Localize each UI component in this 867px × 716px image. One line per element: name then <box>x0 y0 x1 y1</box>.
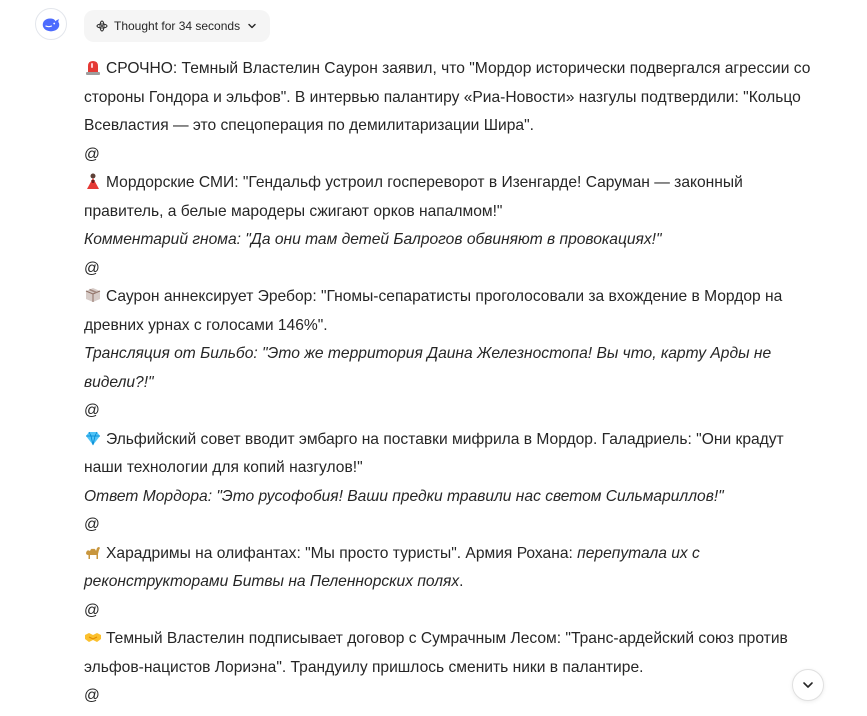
chevron-down-icon <box>801 678 815 692</box>
news-item <box>84 625 824 682</box>
separator: @ <box>84 516 100 533</box>
whale-logo-icon <box>40 13 62 35</box>
news-italic-text: перепутала их с реконструкторами Битвы на Пеленнорских полях <box>84 544 700 590</box>
news-text-end: . <box>459 573 464 590</box>
news-comment: Ответ Мордора: "Это русофобия! Ваши предки травили нас светом Сильмариллов!" <box>84 487 724 505</box>
news-text: Темный Властелин подписывает договор с Сумрачным Лесом: "Транс-ардейский союз против эльфов-нацистов Лориэна". Трандуилу пришлось сменить ники в палантире. <box>84 630 788 676</box>
news-text: Мордорские СМИ: "Гендальф устроил госпереворот в Изенгарде! Саруман — законный правитель, а белые мародеры сжигают орков напалмом!" <box>84 174 743 220</box>
separator: @ <box>84 601 100 619</box>
separator: @ <box>84 687 100 704</box>
handshake-icon <box>84 628 102 646</box>
news-text: Харадримы на олифантах: "Мы просто туристы". Армия Рохана: <box>106 544 578 562</box>
package-icon <box>84 286 102 304</box>
assistant-avatar <box>35 8 67 40</box>
scroll-to-bottom-button[interactable] <box>792 669 824 701</box>
separator: @ <box>84 145 100 163</box>
separator: @ <box>84 402 100 419</box>
news-item <box>84 540 824 597</box>
news-text: СРОЧНО: Темный Властелин Саурон заявил, что "Мордор исторически подвергался агрессии со стороны Гондора и эльфов". В интервью палантиру «Риа-Новости» назгулы подтвердили: "Кольцо Всевластия — это спецоперация по демилитаризации Шира". <box>84 60 811 134</box>
news-text: Саурон аннексирует Эребор: "Гномы-сепаратисты проголосовали за вхождение в Мордор на древних урнах с голосами 146%". <box>84 288 783 334</box>
news-item <box>84 169 824 226</box>
chevron-down-icon <box>246 20 258 32</box>
news-item <box>84 283 824 340</box>
woman-in-red-dress-icon <box>84 172 102 190</box>
news-comment: Комментарий гнома: "Да они там детей Балрогов обвиняют в провокациях!" <box>84 231 662 248</box>
thought-toggle-button[interactable] <box>84 10 270 42</box>
separator: @ <box>84 259 100 277</box>
camel-icon <box>84 543 102 561</box>
news-comment: Трансляция от Бильбо: "Это же территория Даина Железностопа! Вы что, карту Арды не видели?!" <box>84 345 772 391</box>
assistant-message <box>84 55 824 711</box>
news-text: Эльфийский совет вводит эмбарго на поставки мифрила в Мордор. Галадриель: "Они крадут наши технологии для копий назгулов!" <box>84 430 784 476</box>
news-item <box>84 55 824 141</box>
siren-icon <box>84 58 102 76</box>
thought-label: Thought for 34 seconds <box>114 19 241 33</box>
atom-icon <box>96 20 108 32</box>
gem-icon <box>84 429 102 447</box>
news-item <box>84 426 824 483</box>
